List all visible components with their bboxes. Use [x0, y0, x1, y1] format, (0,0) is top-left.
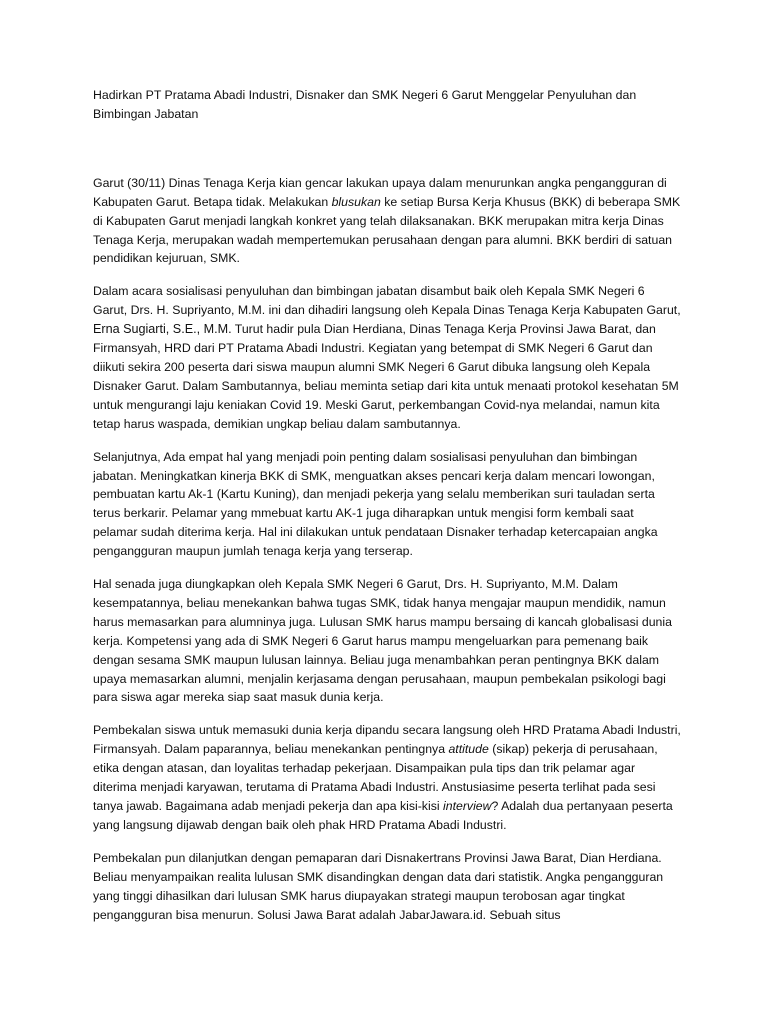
text-run: Hal senada juga diungkapkan oleh Kepala SMK Negeri 6 Garut, Drs. H. Supriyanto, M.M. Dalam kesempatannya, beliau menekankan bahwa tugas SMK, tidak hanya mengajar maupun mendidik, namun harus memasarkan para alumninya juga. Lulusan SMK harus mampu bersaing di kancah globalisasi dunia kerja. Kompetensi yang ada di SMK Negeri 6 Garut harus mampu mengeluarkan para pemenang baik dengan sesama SMK maupun lulusan lainnya. Beliau juga menambahkan peran pentingnya BKK dalam upaya memasarkan alumni, menjalin kerjasama dengan perusahaan, maupun pembekalan psikologi bagi para siswa agar mereka siap saat masuk dunia kerja.: [93, 577, 672, 705]
paragraph-4: [93, 575, 681, 707]
paragraph-5: [93, 721, 681, 834]
text-run: Garut (30/11) Dinas Tenaga Kerja kian gencar lakukan upaya dalam menurunkan angka pengangguran di Kabupaten Garut. Betapa tidak. Melakukan: [93, 175, 667, 209]
document-page: [93, 86, 681, 938]
paragraph-3: [93, 448, 681, 561]
text-run: Turut hadir pula Dian Herdiana, Dinas Tenaga Kerja Provinsi Jawa Barat, dan Firmansyah, HRD dari PT Pratama Abadi Industri. Kegiatan yang betempat di SMK Negeri 6 Garut dan diikuti sekira 200 peserta dari siswa maupun alumni SMK Negeri 6 Garut dibuka langsung oleh Kepala Disnaker Garut. Dalam Sambutannya, beliau meminta setiap dari kita untuk menaati protokol kesehatan 5M untuk mengurangi laju keniakan Covid 19. Meski Garut, perkembangan Covid-nya melandai, namun kita tetap harus waspada, demikian ungkap beliau dalam sambutannya.: [93, 322, 679, 431]
paragraph-6: [93, 849, 681, 925]
paragraph-1: [93, 174, 681, 269]
text-run: ke setiap Bursa Kerja Khusus (BKK) di beberapa SMK di Kabupaten Garut menjadi langkah konkret yang telah dilaksanakan. BKK merupakan mitra kerja Dinas Tenaga Kerja, merupakan wadah mempertemukan perusahaan dengan para alumni. BKK berdiri di satuan pendidikan kejuruan, SMK.: [93, 194, 681, 266]
italic-term-blusukan: blusukan: [331, 194, 381, 209]
paragraph-2: [93, 282, 681, 433]
text-run: Pembekalan siswa untuk memasuki dunia kerja dipandu secara langsung oleh HRD Pratama Abadi Industri, Firmansyah. Dalam paparannya, beliau menekankan pentingnya: [93, 723, 681, 757]
italic-term-interview: interview: [443, 799, 492, 813]
text-run: ? Adalah dua pertanyaan peserta yang langsung dijawab dengan baik oleh phak HRD Pratama Abadi Industri.: [93, 799, 673, 832]
italic-term-attitude: attitude: [448, 742, 489, 757]
text-run: Dalam acara sosialisasi penyuluhan dan bimbingan jabatan disambut baik oleh Kepala SMK Negeri 6 Garut, Drs. H. Supriyanto, M.M. ini dan dihadiri langsung oleh Kepala Dinas Tenaga Kerja Kabupaten Garut,: [93, 284, 681, 318]
text-run: Pembekalan pun dilanjutkan dengan pemaparan dari Disnakertrans Provinsi Jawa Barat, Dian Herdiana. Beliau menyampaikan realita lulusan SMK disandingkan dengan data dari statistik. Angka pengangguran yang tinggi dihasilkan dari lulusan SMK harus diupayakan strategi maupun terobosan agar tingkat pengangguran bisa menurun. Solusi Jawa Barat adalah JabarJawara.id. Sebuah situs: [93, 850, 664, 922]
text-run: (sikap) pekerja di perusahaan, etika dengan atasan, dan loyalitas terhadap pekerjaan. Disampaikan pula tips dan trik pelamar agar diterima menjadi karyawan, terutama di Pratama Abadi Industri. Anstusiasime peserta terlihat pada sesi tanya jawab. Bagaimana adab menjadi pekerja dan apa kisi-kisi: [93, 742, 658, 813]
text-run: Selanjutnya, Ada empat hal yang menjadi poin penting dalam sosialisasi penyuluhan dan bimbingan jabatan. Meningkatkan kinerja BKK di SMK, menguatkan akses pencari kerja dalam mencari lowongan, pembuatan kartu Ak-1 (Kartu Kuning), dan menjadi pekerja yang selalu memberikan suri tauladan serta terus berkarir. Pelamar yang mmebuat kartu AK-1 juga diharapkan untuk mengisi form kembali saat pelamar sudah diterima kerja. Hal ini dilakukan untuk pendataan Disnaker terhadap ketercapaian angka pengangguran maupun jumlah tenaga kerja yang terserap.: [93, 449, 658, 559]
official-name: Erna Sugiarti, S.E., M.M.: [93, 322, 232, 337]
document-title: Hadirkan PT Pratama Abadi Industri, Disnaker dan SMK Negeri 6 Garut Menggelar Penyuluhan dan Bimbingan Jabatan: [93, 88, 637, 121]
